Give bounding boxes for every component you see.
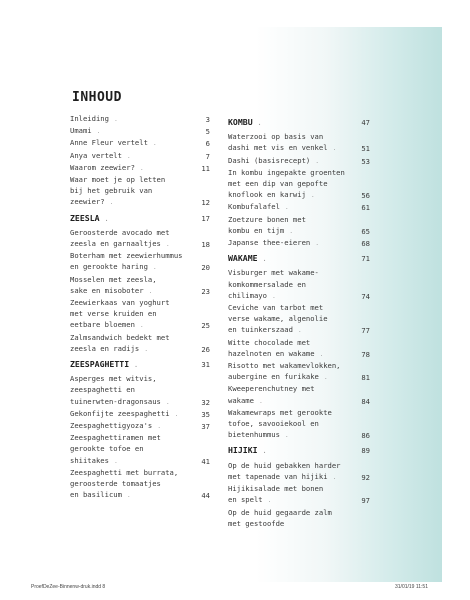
toc-entry-title	[228, 155, 370, 167]
dot-leader: .	[327, 145, 338, 153]
toc-entry-title	[70, 137, 210, 149]
toc-entry-line: In kombu ingepakte groenten	[228, 167, 345, 177]
toc-entry-title	[70, 162, 210, 174]
toc-entry-line: ZEESPAGHETTI .	[70, 359, 140, 370]
toc-entry-line: bij het gebruik van	[70, 186, 153, 196]
toc-entry	[228, 507, 370, 529]
toc-entry-title	[70, 274, 210, 297]
dot-leader: .	[91, 128, 102, 136]
toc-entry-title	[70, 420, 210, 432]
dot-leader: .	[252, 120, 263, 127]
footer-filename: ProefDeZee-Binnenw-druk.indd 8	[31, 584, 106, 590]
toc-section-heading	[70, 213, 210, 225]
toc-page-number: 84	[361, 396, 370, 406]
toc-entry-line: tofoe, savooiekool en	[228, 419, 319, 429]
toc-entry	[228, 167, 370, 202]
toc-section-heading	[228, 117, 370, 129]
dot-leader: .	[139, 345, 150, 353]
dot-leader: .	[134, 164, 146, 172]
toc-entry-line: Zeespaghetti met burrata,	[70, 467, 179, 477]
dot-leader: .	[257, 448, 268, 456]
toc-entry	[70, 297, 210, 332]
toc-entry	[228, 407, 370, 442]
toc-entry-title	[228, 483, 370, 506]
toc-page-number: 71	[361, 254, 370, 264]
toc-entry	[70, 174, 210, 209]
toc-left-column	[70, 113, 210, 502]
toc-entry-title	[228, 445, 370, 457]
dot-leader: .	[121, 152, 133, 160]
dot-leader: .	[314, 350, 325, 358]
toc-entry-line: Asperges met witvis,	[70, 374, 157, 384]
toc-entry-line: Japanse thee-eieren .	[228, 238, 321, 248]
toc-right-column	[228, 113, 370, 529]
dot-leader: .	[147, 264, 159, 272]
toc-entry	[228, 302, 370, 337]
toc-entry-line: Anne Fleur vertelt .	[70, 138, 159, 148]
toc-entry-line: Inleiding .	[70, 114, 120, 123]
toc-entry-line: en gerookte haring .	[70, 262, 159, 272]
toc-page-number: 56	[361, 191, 370, 201]
dot-leader: .	[262, 497, 273, 505]
toc-entry	[70, 162, 210, 174]
toc-entry-line: Anya vertelt .	[70, 150, 133, 160]
toc-entry	[70, 408, 210, 420]
toc-entry-line: ZEESLA .	[70, 212, 110, 223]
dot-leader: .	[108, 116, 120, 123]
toc-entry-line: kombu en tijm .	[228, 225, 295, 235]
toc-entry	[228, 237, 370, 249]
toc-entry-title	[228, 201, 370, 213]
toc-entry-line: knoflook en karwij .	[228, 190, 317, 200]
toc-entry-title	[228, 117, 370, 129]
toc-entry-line: Ceviche van tarbot met	[228, 303, 324, 313]
toc-page-number: 65	[361, 226, 370, 236]
toc-entry-title	[70, 113, 210, 125]
dot-leader: .	[284, 227, 295, 235]
toc-entry-line: zeesla en garnaaltjes .	[70, 239, 172, 249]
toc-page-number: 74	[361, 291, 370, 301]
toc-entry	[70, 113, 210, 125]
toc-section-heading	[70, 359, 210, 371]
toc-entry-line: met gestoofde	[228, 518, 285, 528]
toc-entry-line: geroosterde tomaatjes	[70, 479, 161, 489]
toc-entry-line: en basilicum .	[70, 490, 133, 500]
toc-entry	[70, 420, 210, 432]
toc-entry-line: Hijikisalade met bonen	[228, 484, 324, 494]
toc-entry-line: zeespaghetti en	[70, 385, 135, 395]
toc-entry	[228, 360, 370, 383]
toc-entry	[228, 460, 370, 483]
toc-page-number: 6	[205, 139, 210, 149]
dot-leader: .	[292, 327, 304, 335]
toc-entry-title	[70, 332, 210, 355]
toc-entry	[228, 214, 370, 237]
toc-page-number: 53	[361, 156, 370, 166]
toc-entry-line: wakame .	[228, 395, 265, 405]
toc-entry-title	[228, 507, 370, 529]
dot-leader: .	[327, 473, 338, 481]
toc-page-number: 32	[201, 397, 210, 407]
toc-entry-title	[70, 213, 210, 225]
toc-entry-line: Zalmsandwich bedekt met	[70, 332, 170, 342]
toc-entry-line: Kweeperenchutney met	[228, 384, 315, 394]
toc-entry	[228, 155, 370, 167]
toc-entry-title	[228, 383, 370, 406]
toc-page-number: 7	[205, 151, 210, 161]
toc-entry-title	[228, 302, 370, 337]
toc-entry-line: Waterzooi op basis van	[228, 132, 324, 142]
toc-entry-line: eetbare bloemen .	[70, 320, 146, 330]
toc-entry-line: Zeewierkaas van yoghurt	[70, 298, 170, 308]
toc-entry	[70, 137, 210, 149]
footer-timestamp: 31/01/19 11:51	[395, 584, 428, 590]
toc-entry-title	[228, 237, 370, 249]
toc-entry-line: Geroosterde avocado met	[70, 227, 170, 237]
toc-entry-line: zeesla en radijs .	[70, 343, 150, 353]
dot-leader: .	[160, 398, 172, 406]
toc-entry	[70, 150, 210, 162]
dot-leader: .	[257, 256, 268, 264]
toc-page-number: 47	[361, 118, 370, 127]
toc-entry-title	[228, 131, 370, 154]
toc-entry-line: aubergine en furikake .	[228, 372, 330, 382]
toc-entry-title	[70, 174, 210, 209]
toc-page-number: 68	[361, 239, 370, 249]
toc-entry-line: KOMBU .	[228, 117, 263, 127]
toc-entry-title	[228, 167, 370, 202]
toc-page-number: 92	[361, 472, 370, 482]
toc-entry-line: Visburger met wakame-	[228, 268, 319, 278]
toc-entry-line: Risotto met wakamevlokken,	[228, 361, 341, 371]
dot-leader: .	[147, 140, 159, 148]
toc-page-number: 77	[361, 326, 370, 336]
toc-entry-line: Mosselen met zeesla,	[70, 274, 157, 284]
toc-page-number: 86	[361, 431, 370, 441]
toc-page-number: 26	[201, 344, 210, 354]
toc-page-number: 61	[361, 203, 370, 213]
toc-entry	[70, 332, 210, 355]
toc-page-number: 44	[201, 491, 210, 501]
dot-leader: .	[99, 215, 110, 223]
toc-entry-line: zeewier? .	[70, 197, 115, 207]
dot-leader: .	[160, 241, 172, 249]
toc-entry-title	[70, 408, 210, 420]
toc-entry-title	[228, 407, 370, 442]
toc-entry-title	[228, 460, 370, 483]
toc-entry	[70, 432, 210, 467]
toc-entry-title	[228, 267, 370, 302]
toc-page-number: 11	[201, 163, 210, 173]
toc-entry-title	[70, 432, 210, 467]
toc-page-number: 51	[361, 144, 370, 154]
toc-entry-line: hazelnoten en wakame .	[228, 348, 325, 358]
toc-entry-line: Waarom zeewier? .	[70, 162, 146, 172]
toc-entry-line: Zeespaghettigyoza's .	[70, 421, 163, 431]
toc-entry-line: dashi met vis en venkel .	[228, 143, 338, 153]
toc-entry-line: Boterham met zeewierhummus	[70, 251, 183, 261]
toc-entry-title	[70, 373, 210, 408]
toc-page-number: 18	[201, 240, 210, 250]
toc-page-number: 25	[201, 321, 210, 331]
toc-entry-line: bietenhummus .	[228, 430, 291, 440]
toc-page-number: 97	[361, 496, 370, 506]
toc-entry-line: Gekonfijte zeespaghetti .	[70, 408, 180, 418]
toc-entry-title	[70, 297, 210, 332]
toc-page-number: 81	[361, 373, 370, 383]
toc-entry	[228, 131, 370, 154]
dot-leader: .	[169, 410, 180, 418]
dot-leader: .	[253, 397, 265, 405]
toc-entry-line: en tuinkerszaad .	[228, 325, 304, 335]
toc-page-number: 35	[201, 409, 210, 419]
toc-entry-line: met tapenade van hijiki .	[228, 471, 338, 481]
dot-leader: .	[305, 192, 317, 200]
toc-entry-line: verse wakame, algenolie	[228, 314, 328, 324]
toc-entry-line: gerookte tofoe en	[70, 444, 144, 454]
toc-entry	[70, 227, 210, 250]
toc-entry-line: Zoetzure bonen met	[228, 214, 306, 224]
dot-leader: .	[134, 322, 146, 330]
toc-entry-title	[70, 250, 210, 273]
toc-entry	[70, 125, 210, 137]
toc-entry	[70, 373, 210, 408]
toc-entry-line: HIJIKI .	[228, 445, 268, 456]
toc-entry-line: tuinerwten-dragonsaus .	[70, 396, 172, 406]
toc-entry-line: Zeespaghettiramen met	[70, 433, 161, 443]
toc-entry	[228, 383, 370, 406]
toc-entry-line: met een dip van gepofte	[228, 179, 328, 189]
toc-page-number: 20	[201, 263, 210, 273]
toc-entry-line: Witte chocolade met	[228, 337, 311, 347]
toc-entry-line: Waar moet je op letten	[70, 175, 166, 185]
toc-entry	[70, 250, 210, 273]
toc-entry	[228, 483, 370, 506]
toc-entry-line: sake en misoboter .	[70, 285, 154, 295]
toc-page-number: 41	[201, 456, 210, 466]
toc-page-number: 37	[201, 422, 210, 432]
toc-entry	[70, 467, 210, 502]
toc-entry-title	[228, 360, 370, 383]
dot-leader: .	[108, 457, 120, 465]
toc-section-heading	[228, 253, 370, 265]
toc-entry-line: Op de huid gegaarde zalm	[228, 507, 332, 517]
toc-page-number: 31	[201, 360, 210, 370]
toc-entry-title	[228, 214, 370, 237]
toc-entry-title	[70, 125, 210, 137]
toc-entry-title	[70, 359, 210, 371]
toc-page-number: 12	[201, 198, 210, 208]
toc-page-number: 5	[205, 127, 210, 137]
toc-entry-line: Wakamewraps met gerookte	[228, 407, 332, 417]
toc-entry-line: Dashi (basisrecept) .	[228, 155, 321, 165]
toc-entry	[228, 201, 370, 213]
toc-page-number: 23	[201, 286, 210, 296]
toc-entry-title	[70, 150, 210, 162]
toc-entry-line: shiitakes .	[70, 455, 120, 465]
toc-page-number: 17	[201, 213, 210, 223]
toc-entry-line: WAKAME .	[228, 253, 268, 264]
dot-leader: .	[279, 432, 291, 440]
dot-leader: .	[129, 362, 140, 370]
toc-entry-line: en spelt .	[228, 495, 273, 505]
dot-leader: .	[266, 292, 278, 300]
dot-leader: .	[310, 240, 321, 248]
toc-entry	[228, 337, 370, 360]
toc-page-number: 89	[361, 446, 370, 456]
toc-entry-title	[70, 227, 210, 250]
toc-section-heading	[228, 445, 370, 457]
dot-leader: .	[279, 204, 291, 212]
page-title: INHOUD	[72, 90, 122, 105]
toc-entry	[70, 274, 210, 297]
toc-entry	[228, 267, 370, 302]
toc-entry-title	[228, 337, 370, 360]
toc-entry-title	[228, 253, 370, 265]
toc-entry-line: Umami .	[70, 126, 102, 136]
dot-leader: .	[152, 423, 163, 431]
dot-leader: .	[104, 199, 115, 207]
toc-entry-title	[70, 467, 210, 502]
toc-entry-line: chilimayo .	[228, 290, 278, 300]
toc-entry-line: Kombufalafel .	[228, 202, 291, 212]
dot-leader: .	[318, 374, 330, 382]
dot-leader: .	[310, 157, 321, 165]
dot-leader: .	[121, 492, 133, 500]
toc-entry-line: komkommersalade en	[228, 279, 306, 289]
toc-page-number: 3	[205, 115, 210, 124]
toc-entry-line: Op de huid gebakken harder	[228, 460, 341, 470]
toc-page-number: 78	[361, 349, 370, 359]
toc-entry-line: met verse kruiden en	[70, 309, 157, 319]
dot-leader: .	[143, 287, 154, 295]
